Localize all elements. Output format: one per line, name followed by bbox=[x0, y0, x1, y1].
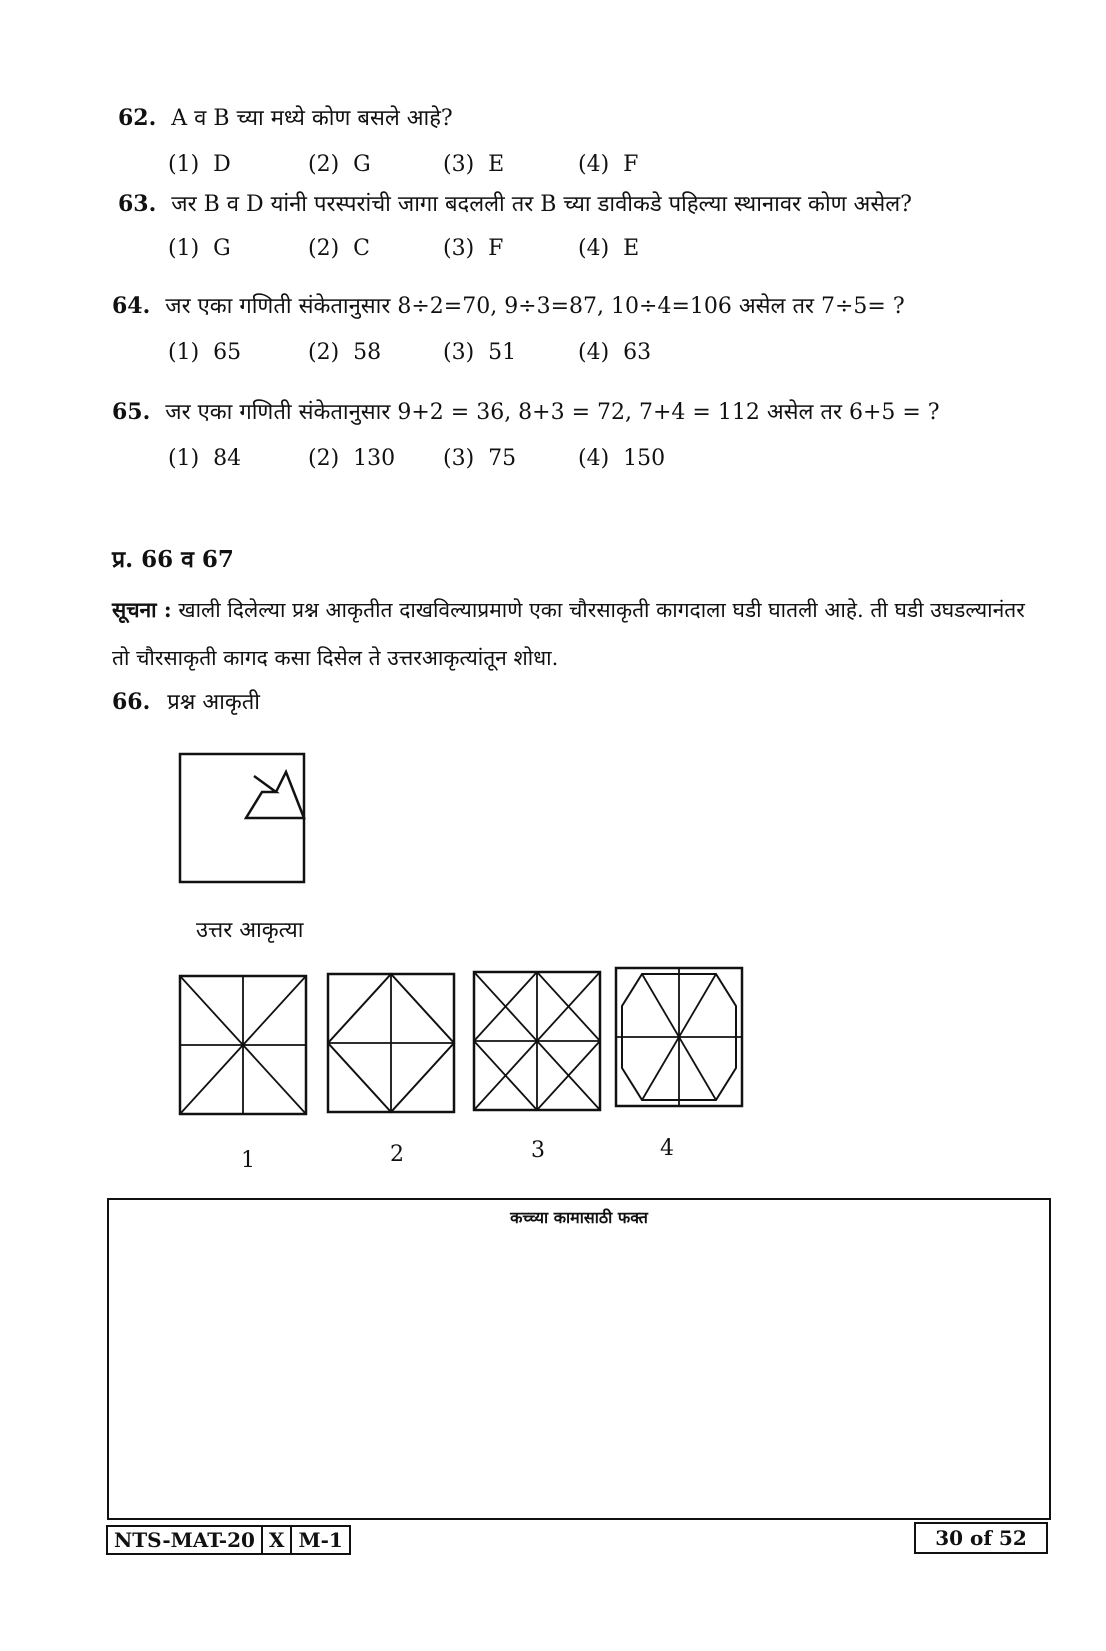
question-text: जर B व D यांनी परस्परांची जागा बदलली तर B च्या डावीकडे पहिल्या स्थानावर कोण असेल? bbox=[171, 192, 912, 217]
option-62-4 bbox=[578, 152, 638, 177]
option-number: (1) bbox=[168, 446, 200, 471]
option-value: C bbox=[353, 236, 371, 261]
question-text: A व B च्या मध्ये कोण बसले आहे? bbox=[171, 106, 453, 131]
option-number: (4) bbox=[578, 340, 610, 365]
question-figure-label: प्रश्न आकृती bbox=[167, 690, 260, 715]
medium: M-1 bbox=[298, 1528, 343, 1552]
answer-figure-4[interactable] bbox=[614, 966, 746, 1110]
option-value: E bbox=[488, 152, 505, 177]
option-65-1 bbox=[168, 446, 241, 471]
option-value: 63 bbox=[623, 340, 652, 365]
option-value: 65 bbox=[213, 340, 242, 365]
option-64-1 bbox=[168, 340, 241, 365]
rough-work-box bbox=[107, 1198, 1051, 1520]
option-number: (3) bbox=[443, 340, 475, 365]
answer-figure-2[interactable] bbox=[326, 972, 458, 1116]
option-value: G bbox=[213, 236, 231, 261]
instruction-label: सूचना : bbox=[112, 597, 172, 622]
option-value: D bbox=[213, 152, 231, 177]
option-number: (2) bbox=[308, 152, 340, 177]
answer-figures-label: उत्तर आकृत्या bbox=[196, 918, 304, 943]
answer-label-1: 1 bbox=[241, 1148, 255, 1173]
question-number: 62. bbox=[118, 105, 157, 131]
option-62-1 bbox=[168, 152, 231, 177]
option-number: (4) bbox=[578, 152, 610, 177]
question-number: 63. bbox=[118, 191, 157, 217]
option-65-3 bbox=[443, 446, 516, 471]
option-value: 75 bbox=[488, 446, 517, 471]
option-64-4 bbox=[578, 340, 651, 365]
option-value: 84 bbox=[213, 446, 242, 471]
instruction-line-1 bbox=[112, 596, 1025, 624]
option-63-4 bbox=[578, 236, 639, 261]
question-66 bbox=[112, 688, 260, 717]
footer-code-box bbox=[106, 1525, 351, 1555]
instruction-text-1: खाली दिलेल्या प्रश्न आकृतीत दाखविल्याप्रमाणे एका चौरसाकृती कागदाला घडी घातली आहे. ती घडी उघडल्यानंतर bbox=[178, 598, 1025, 622]
question-text: जर एका गणिती संकेतानुसार 9+2 = 36, 8+3 = 72, 7+4 = 112 असेल तर 6+5 = ? bbox=[165, 400, 940, 425]
option-number: (2) bbox=[308, 340, 340, 365]
option-64-3 bbox=[443, 340, 516, 365]
option-value: F bbox=[488, 236, 504, 261]
option-value: 150 bbox=[623, 446, 666, 471]
page-number: 30 of 52 bbox=[914, 1522, 1048, 1554]
option-64-2 bbox=[308, 340, 381, 365]
option-63-3 bbox=[443, 236, 503, 261]
question-text: जर एका गणिती संकेतानुसार 8÷2=70, 9÷3=87, 10÷4=106 असेल तर 7÷5= ? bbox=[165, 294, 905, 319]
question-number: 64. bbox=[112, 293, 151, 319]
option-62-3 bbox=[443, 152, 504, 177]
option-number: (1) bbox=[168, 340, 200, 365]
option-value: 130 bbox=[353, 446, 396, 471]
option-number: (2) bbox=[308, 446, 340, 471]
answer-figure-3[interactable] bbox=[472, 970, 604, 1114]
question-number: 65. bbox=[112, 399, 151, 425]
answer-label-3: 3 bbox=[531, 1138, 545, 1163]
paper-code: NTS-MAT-20 bbox=[108, 1527, 263, 1553]
option-number: (4) bbox=[578, 446, 610, 471]
option-65-2 bbox=[308, 446, 395, 471]
option-number: (1) bbox=[168, 236, 200, 261]
question-62 bbox=[118, 104, 453, 133]
standard: X bbox=[263, 1527, 293, 1553]
option-number: (1) bbox=[168, 152, 200, 177]
option-number: (3) bbox=[443, 152, 475, 177]
option-63-1 bbox=[168, 236, 231, 261]
answer-label-4: 4 bbox=[660, 1136, 674, 1161]
option-value: 51 bbox=[488, 340, 517, 365]
option-value: G bbox=[353, 152, 371, 177]
option-number: (4) bbox=[578, 236, 610, 261]
rough-work-label: कच्च्या कामासाठी फक्त bbox=[510, 1208, 648, 1227]
option-value: F bbox=[623, 152, 639, 177]
question-64 bbox=[112, 292, 905, 321]
option-value: E bbox=[623, 236, 640, 261]
option-65-4 bbox=[578, 446, 665, 471]
instruction-line-2: तो चौरसाकृती कागद कसा दिसेल ते उत्तरआकृत्यांतून शोधा. bbox=[112, 646, 559, 670]
option-62-2 bbox=[308, 152, 371, 177]
option-number: (3) bbox=[443, 446, 475, 471]
question-figure bbox=[178, 752, 308, 886]
question-65 bbox=[112, 398, 940, 427]
answer-label-2: 2 bbox=[390, 1142, 404, 1167]
question-number: 66. bbox=[112, 689, 151, 715]
option-number: (2) bbox=[308, 236, 340, 261]
answer-figure-1[interactable] bbox=[178, 974, 310, 1118]
option-63-2 bbox=[308, 236, 370, 261]
question-63 bbox=[118, 190, 912, 219]
option-number: (3) bbox=[443, 236, 475, 261]
option-value: 58 bbox=[353, 340, 382, 365]
section-heading: प्र. 66 व 67 bbox=[112, 546, 234, 573]
